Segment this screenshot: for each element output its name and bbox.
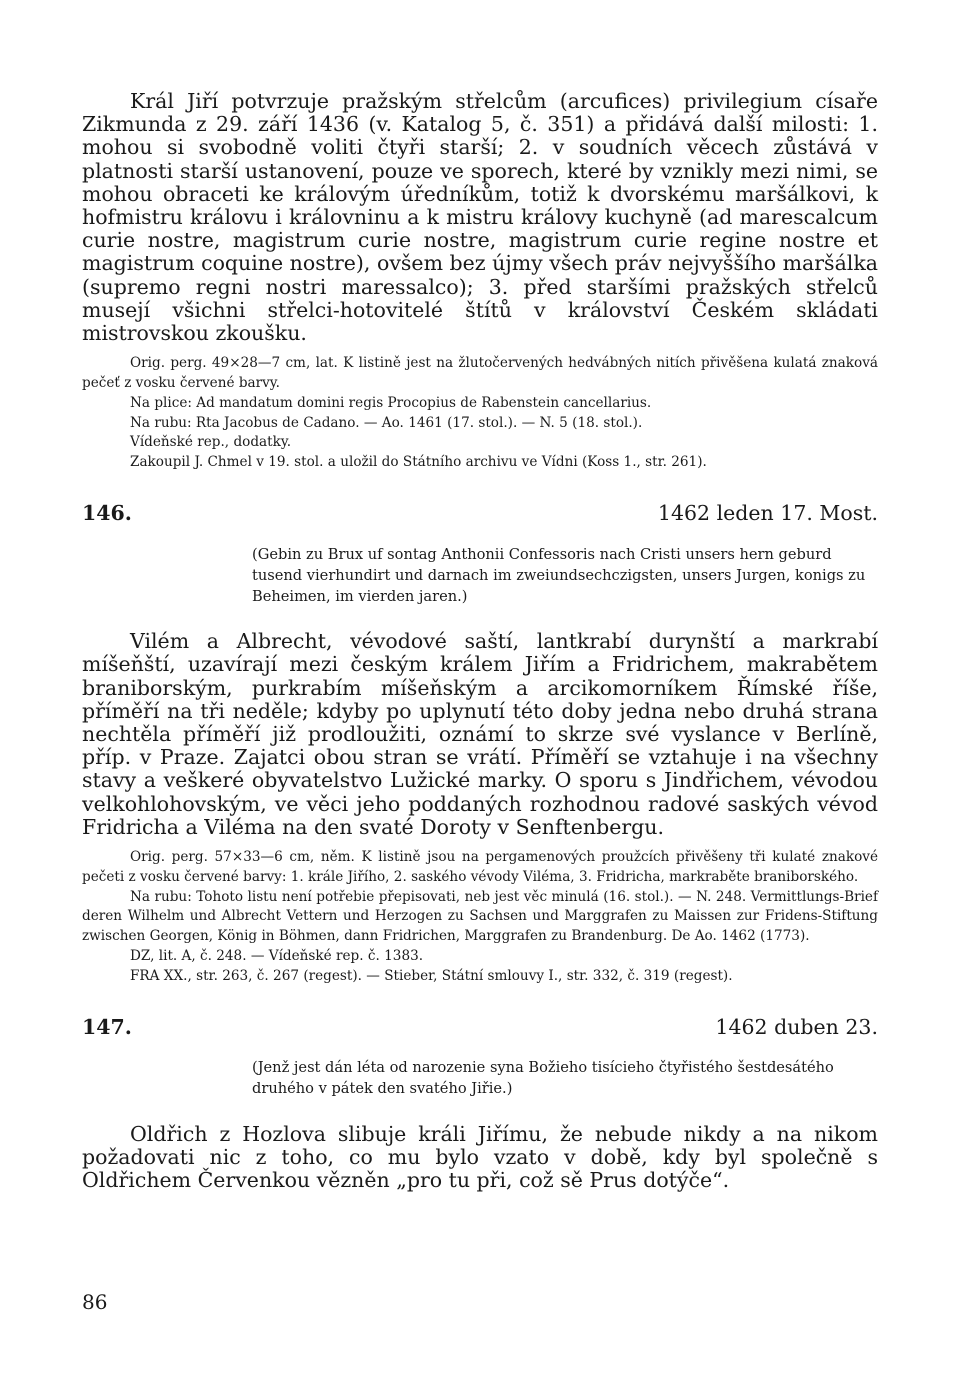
entry-number: 146. <box>82 501 132 526</box>
repertory-note: Vídeňské rep., dodatky. <box>130 434 292 451</box>
plica-note: Na plice: Ad mandatum domini regis Procopius de Rabenstein cancellarius. <box>130 394 652 411</box>
original-description-note: Orig. perg. 49×28—7 cm, lat. K listině jest na žlutočervených hedvábných nitích přivěšena kulatá znaková pečeť z vosku červené barvy. <box>82 355 878 392</box>
page-number: 86 <box>82 1290 108 1314</box>
dorsal-note: Na rubu: Tohoto listu není potřebie přepisovati, neb jest věc minulá (16. stol.). — N. 248. Vermittlungs-Brief deren Wilhelm und Albrecht Vettern und Herzogen zu Sachsen und Marggrafen zu Maissen zur Fridens-Stiftung zwischen Georgen, König in Böhmen, dann Fridrichen, Marggrafen zu Brandenburg. De Ao. 1462 (1773). <box>82 888 878 945</box>
entry-heading <box>82 1015 878 1039</box>
entry-145-continuation <box>82 90 878 473</box>
entry-146 <box>82 501 878 987</box>
entry-dateline: 1462 duben 23. <box>715 1014 878 1039</box>
entry-number: 147. <box>82 1014 132 1039</box>
regest-text: Vilém a Albrecht, vévodové saští, lantkrabí durynští a markrabí míšeňští, uzavírají mezi českým králem Jiřím a Fridrichem, makrabětem braniborským, purkrabím míšeňským a arcikomorníkem Římské říše, příměří na tři neděle; kdyby po uplynutí této doby jedna nebo druhá strana nechtěla příměří již prodloužiti, oznámí to skrze své vyslance v Berlíně, příp. v Praze. Zajatci obou stran se vrátí. Příměří se vztahuje i na všechny stavy a veškeré obyvatelstvo Lužické marky. O sporu s Jindřichem, vévodou velkohlohovským, ve věci jeho poddaných rozhodnou radové saských vévod Fridricha a Viléma na den svaté Doroty v Senftenbergu. <box>82 629 878 839</box>
document-page <box>82 90 878 1192</box>
regest-text: Oldřich z Hozlova slibuje králi Jiřímu, že nebude nikdy a na nikom požadovati nic z toho, co mu bylo vzato v době, kdy byl společně s Oldřichem Červenkou vězněn „pro tu při, což sě Prus dotýče“. <box>82 1121 878 1193</box>
dating-formula: (Jenž jest dán léta od narozenie syna Božieho tisícieho čtyřistého šestdesátého druhého v pátek den svatého Jiřie.) <box>252 1059 834 1098</box>
dorsal-note: Na rubu: Rta Jacobus de Cadano. — Ao. 1461 (17. stol.). — N. 5 (18. stol.). <box>130 414 643 431</box>
entry-heading <box>82 501 878 525</box>
regest-text: Král Jiří potvrzuje pražským střelcům (arcufices) privilegium císaře Zikmunda z 29. září 1436 (v. Katalog 5, č. 351) a přidává další milosti: 1. mohou si svobodně voliti čtyři starší; 2. v soudních věcech zůstává v platnosti starší ustanovení, pouze ve sporech, které by vznikly mezi nimi, se mohou obraceti ke královým úředníkům, totiž k dvorskému maršálkovi, k hofmistru královu i královninu a k mistru královy kuchyně (ad marescalcum curie nostre, magistrum curie nostre, magistrum curie regine nostre et magistrum coquine nostre), ovšem bez újmy všech práv nejvyššího maršálka (supremo regni nostri maressalco); 3. před staršími pražských střelců musejí všichni střelci-hotovitelé štítů v království Českém skládati mistrovskou zkoušku. <box>82 89 878 346</box>
provenance-note: Zakoupil J. Chmel v 19. stol. a uložil do Státního archivu ve Vídni (Koss 1., str. 261). <box>130 454 707 471</box>
dating-formula: (Gebin zu Brux uf sontag Anthonii Confessoris nach Cristi unsers hern geburd tusend vierhundirt und darnach im zweiundsechczigsten, unsers Jurgen, konigs zu Beheimen, im vierden jaren.) <box>252 545 866 605</box>
entry-dateline: 1462 leden 17. Most. <box>657 501 878 526</box>
literature-note: FRA XX., str. 263, č. 267 (regest). — Stieber, Státní smlouvy I., str. 332, č. 319 (regest). <box>130 967 733 984</box>
original-description-note: Orig. perg. 57×33—6 cm, něm. K listině jsou na pergamenových proužcích přivěšeny tři kulaté znakové pečeti z vosku červené barvy: 1. krále Jiřího, 2. saského vévody Viléma, 3. Fridricha, markraběte braniborského. <box>82 849 878 885</box>
entry-147 <box>82 1015 878 1193</box>
archive-reference-note: DZ, lit. A, č. 248. — Vídeňské rep. č. 1383. <box>130 948 424 965</box>
